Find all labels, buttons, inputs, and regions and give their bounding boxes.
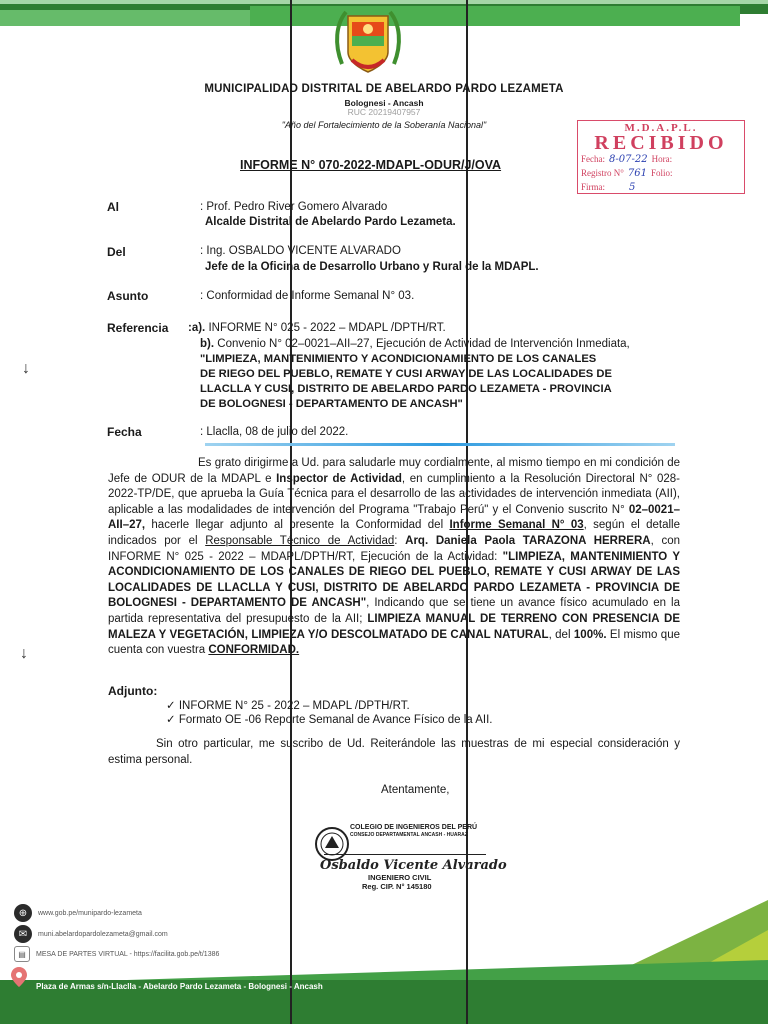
municipality-name: MUNICIPALIDAD DISTRITAL DE ABELARDO PARDO LEZAMETA [204, 83, 564, 95]
body-p1-n: LIMPIEZA MANUAL DE TERRENO CON PRESENCIA DE MALEZA Y VEGETACIÓN, LIMPIEZA Y/O DESCOLMATADO DE CANAL NATURAL [108, 612, 680, 641]
ref-b-line1: "LIMPIEZA, MANTENIMIENTO Y ACONDICIONAMIENTO DE LOS CANALES [200, 353, 597, 365]
footer-address: Plaza de Armas s/n-Llaclla - Abelardo Pardo Lezameta - Bolognesi - Ancash [36, 982, 323, 991]
fecha-text: : Llaclla, 08 de julio del 2022. [200, 426, 349, 438]
document-icon: ▤ [14, 946, 30, 962]
stamp-firma-value: 5 [629, 181, 636, 193]
body-p1-f: Informe Semanal N° 03 [449, 519, 584, 532]
body-p1-p: 100%. [573, 628, 607, 641]
ref-b-line4: DE BOLOGNESI - DEPARTAMENTO DE ANCASH" [200, 398, 463, 410]
body-p1-e: hacerle llegar adjunto al presente la Conformidad del [145, 519, 450, 532]
del-label: Del [107, 245, 126, 259]
document-title: INFORME N° 070-2022-MDAPL-ODUR/J/OVA [240, 158, 502, 172]
body-p1-j: Arq. Daniela Paola TARAZONA HERRERA [405, 534, 651, 547]
body-p1-g: , según el detalle indicados por el [108, 519, 680, 547]
engineers-seal-icon [314, 826, 350, 862]
body-p1-b: Inspector de Actividad [276, 472, 402, 485]
body-p1-o: , del [548, 628, 574, 641]
received-stamp [577, 120, 745, 194]
al-line1: : Prof. Pedro River Gomero Alvarado [200, 201, 388, 213]
signature-reg: Reg. CIP. N° 145180 [362, 882, 432, 891]
body-p1-h: Responsable Técnico de Actividad [205, 534, 395, 547]
footer-mesa-text[interactable]: MESA DE PARTES VIRTUAL - https://facilita.gob.pe/t/1386 [36, 950, 220, 958]
ref-a-text: INFORME N° 025 - 2022 – MDAPL /DPTH/RT. [208, 322, 446, 334]
stamp-firma-label: Firma: [581, 182, 605, 192]
seal-line1: COLEGIO DE INGENIEROS DEL PERÚ [350, 824, 478, 831]
footer-web [14, 904, 142, 922]
footer-email [14, 925, 168, 943]
stamp-folio-label: Folio: [650, 168, 673, 178]
margin-mark-icon: ↓ [22, 360, 30, 377]
adjunto-label: Adjunto: [108, 684, 158, 698]
ref-b-text: Convenio N° 02–0021–AII–27, Ejecución de Actividad de Intervención Inmediata, [217, 338, 630, 350]
globe-icon: ⊕ [14, 904, 32, 922]
signature-role: INGENIERO CIVIL [368, 873, 432, 882]
del-line1: : Ing. OSBALDO VICENTE ALVARADO [200, 245, 401, 257]
adjunto-item-2: ✓ Formato OE -06 Reporte Semanal de Avance Físico de la AII. [166, 714, 493, 726]
body-p1-k: , con INFORME N° 025 - 2022 – MDAPL/DPTH/RT, Ejecución de la Actividad: [108, 534, 680, 563]
municipality-ruc: RUC 20219407957 [347, 107, 421, 117]
asunto-label: Asunto [107, 289, 149, 303]
atentamente: Atentamente, [381, 784, 450, 796]
stamp-registro-label: Registro N° [581, 168, 624, 178]
signature-rule [324, 854, 486, 855]
fecha-label: Fecha [107, 425, 142, 439]
top-band-right [250, 6, 740, 26]
signature-name: Osbaldo Vicente Alvarado [320, 858, 507, 873]
del-line2: Jefe de la Oficina de Desarrollo Urbano y Rural de la MDAPL. [205, 261, 539, 273]
margin-mark-icon-2: ↓ [20, 645, 28, 662]
footer-web-text[interactable]: www.gob.pe/munipardo-lezameta [38, 909, 142, 917]
stamp-hora-label: Hora: [651, 154, 673, 164]
stamp-registro-value: 761 [627, 167, 647, 179]
footer-email-text[interactable]: muni.abelardopardolezameta@gmail.com [38, 930, 168, 938]
al-line2: Alcalde Distrital de Abelardo Pardo Lezameta. [205, 216, 456, 228]
referencia-label: Referencia [107, 321, 169, 335]
body-p1-i: : [394, 534, 406, 547]
body-p1-r: CONFORMIDAD. [208, 644, 300, 657]
body-p1-a: Es grato dirigirme a Ud. para saludarle muy cordialmente, al mismo tiempo en mi condición de Jefe de ODUR de la MDAPL e [108, 457, 680, 485]
closing-paragraph: Sin otro particular, me suscribo de Ud. Reiterándole las muestras de mi especial consideración y estima personal. [108, 738, 680, 766]
ref-b-line3: LLACLLA Y CUSI, DISTRITO DE ABELARDO PARDO LEZAMETA - PROVINCIA [200, 383, 612, 395]
asunto-text: : Conformidad de Informe Semanal N° 03. [200, 290, 415, 302]
municipal-crest-logo [330, 4, 406, 80]
stamp-fecha-label: Fecha: [581, 154, 605, 164]
stamp-org: M.D.A.P.L. [624, 122, 698, 134]
email-icon: ✉ [14, 925, 32, 943]
stamp-fecha-value: 8-07-22 [609, 153, 648, 165]
footer-mesa [14, 946, 219, 962]
ref-b-prefix: b). [200, 338, 215, 350]
adjunto-item-1: ✓ INFORME N° 25 - 2022 – MDAPL /DPTH/RT. [166, 700, 410, 712]
body-p1-d: 02–0021–AII–27, [108, 503, 680, 532]
ref-b-line2: DE RIEGO DEL PUEBLO, REMATE Y CUSI ARWAY DE LAS LOCALIDADES DE [200, 368, 612, 380]
body-p1-q: El mismo que cuenta con vuestra [108, 628, 680, 657]
al-label: Al [107, 200, 119, 214]
body-paragraph [108, 456, 680, 659]
year-motto: "Año del Fortalecimiento de la Soberanía Nacional" [281, 120, 487, 130]
body-p1-l: "LIMPIEZA, MANTENIMIENTO Y ACONDICIONAMIENTO DE LOS CANALES DE RIEGO DEL PUEBLO, REMATE Y CUSI ARWAY DE LAS LOCALIDADES DE LLACLLA Y CUSI, DISTRITO DE ABELARDO PARDO LEZAMETA - PROVINCIA DE BOLOGNESI - DEPARTAMENTO DE ANCASH" [108, 550, 680, 610]
location-pin-icon [10, 966, 28, 988]
ref-b [200, 338, 630, 350]
separator-rule [205, 443, 675, 446]
municipality-location: Bolognesi - Ancash [344, 98, 424, 108]
seal-line2: CONSEJO DEPARTAMENTAL ANCASH - HUARAZ [350, 832, 468, 838]
body-p1-m: , Indicando que se tiene un avance físico acumulado en la partida representativa del presupuesto de la AII; [108, 597, 680, 625]
stamp-word: RECIBIDO [594, 132, 728, 154]
body-p1-c: , en cumplimiento a la Resolución Directoral N° 028- 2022-TP/DE, que aprueba la Guía Técnica para el desarrollo de las actividades de intervención inmediata (AII), aplicable a las modalidades de intervención del Programa "Trabajo Perú" y el Convenio suscrito N° [108, 472, 681, 516]
ref-a [188, 322, 446, 334]
ref-a-prefix: :a). [188, 322, 206, 334]
